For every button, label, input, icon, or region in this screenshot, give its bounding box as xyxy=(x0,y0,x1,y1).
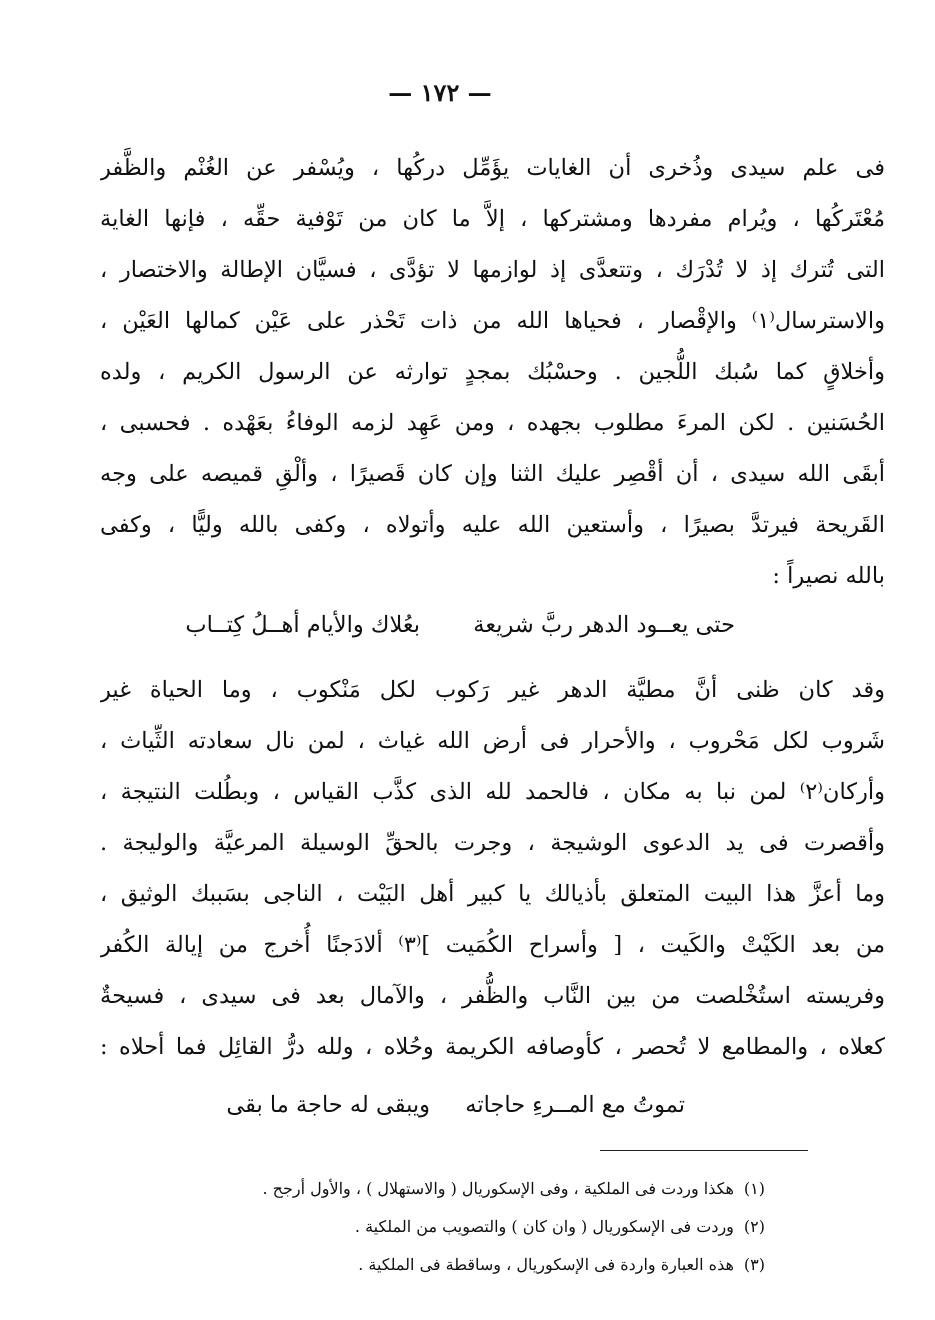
verse-first-hemistich: حتى يعــود الدهر ربَّ شريعة xyxy=(473,612,735,638)
footnote-divider xyxy=(600,1150,808,1151)
text-line: الحُسَنين . لكن المرءَ مطلوب بجهده ، ومن عَهِد لزمه الوفاءُ بعَهْده . فحسبى ، xyxy=(100,410,885,436)
text-line: كعلاه ، والمطامع لا تُحصر ، كأوصافه الكريمة وحُلاه ، ولله درُّ القائِل فما أحلاه : xyxy=(100,1034,885,1060)
footnote-item xyxy=(145,1208,765,1246)
text-line: والاسترسال⁽١⁾ والإقْصار ، فحياها الله من ذات تَحْذر على عَيْن كمالها العَيْن ، xyxy=(100,308,885,334)
text-line: من بعد الكَيْتْ والكَيت ، [ وأسراح الكُمَيت ]⁽٣⁾ ألادَجنًا أُخرج من إيالة الكُفر xyxy=(100,932,885,958)
page-number: — ١٧٢ — xyxy=(388,78,492,107)
verse-1 xyxy=(0,603,935,647)
text-line: شَروب لكل مَحْروب ، والأحرار فى أرض الله غياث ، لمن نال سعادته الثِّياث ، xyxy=(100,728,885,754)
footnote-number: (٢) xyxy=(743,1217,765,1236)
verse-2 xyxy=(0,1083,935,1127)
text-line: وأقصرت فى يد الدعوى الوشيجة ، وجرت بالحقِّ الوسيلة المرعيَّة والوليجة . xyxy=(100,830,885,856)
text-line: أبقَى الله سيدى ، أن أقْصِر عليك الثنا وإن كان قَصيرًا ، وألْقِ قميصه على وجه xyxy=(100,461,885,487)
footnote-number: (١) xyxy=(743,1179,765,1198)
text-line: بالله نصيراً : xyxy=(772,563,885,589)
text-line: وما أعزَّ هذا البيت المتعلق بأذيالك يا كبير أهل البَيْت ، الناجى بسَببك الوثيق ، xyxy=(100,881,885,907)
paragraph-2 xyxy=(100,665,885,1073)
footnote-text: وردت فى الإسكوريال ( وان كان ) والتصويب من الملكية . xyxy=(354,1217,734,1236)
footnote-number: (٣) xyxy=(743,1255,765,1274)
footnote-item xyxy=(145,1170,765,1208)
footnote-item xyxy=(145,1246,765,1284)
text-line: التى تُترك إذ لا تُدْرَك ، وتتعدَّى إذ لوازمها لا تؤدَّى ، فسيَّان الإطالة والاختصار ، xyxy=(100,257,885,283)
text-line: القَريحة فيرتدَّ بصيرًا ، وأستعين الله عليه وأتولاه ، وكفى بالله وليًّا ، وكفى xyxy=(100,512,885,538)
text-line: وأخلاقٍ كما سُبك اللُّجين . وحسْبُك بمجدٍ توارثه عن الرسول الكريم ، ولده xyxy=(100,359,885,385)
text-line: فى علم سيدى وذُخرى أن الغايات يؤَمِّل دركُها ، ويُسْفر عن الغُنْم والظَّفر xyxy=(100,155,885,181)
footnote-text: هذه العبارة واردة فى الإسكوريال ، وساقطة فى الملكية . xyxy=(358,1255,734,1274)
verse-first-hemistich: تموتُ مع المــرءِ حاجاته xyxy=(465,1092,685,1118)
footnotes xyxy=(145,1170,765,1284)
footnote-text: هكذا وردت فى الملكية ، وفى الإسكوريال ( والاستهلال ) ، والأول أرجح . xyxy=(262,1179,734,1198)
text-line: مُعْتَركُها ، ويُرام مفردها ومشتركها ، إلاَّ ما كان من تَوْفية حقِّه ، فإنها الغاية xyxy=(100,206,885,232)
verse-second-hemistich: ويبقى له حاجة ما بقى xyxy=(226,1092,430,1118)
text-line: وقد كان ظنى أنَّ مطيَّة الدهر غير رَكوب لكل مَنْكوب ، وما الحياة غير xyxy=(100,677,885,703)
text-line: وأركان⁽٢⁾ لمن نبا به مكان ، فالحمد لله الذى كذَّب القياس ، وبطُلت النتيجة ، xyxy=(100,779,885,805)
verse-second-hemistich: بعُلاك والأيام أهــلُ كِتــاب xyxy=(185,612,420,638)
text-line: وفريسته استُخْلصت من بين النَّاب والظُّفر ، والآمال بعد فى سيدى ، فسيحةٌ xyxy=(100,983,885,1009)
paragraph-1 xyxy=(100,143,885,602)
